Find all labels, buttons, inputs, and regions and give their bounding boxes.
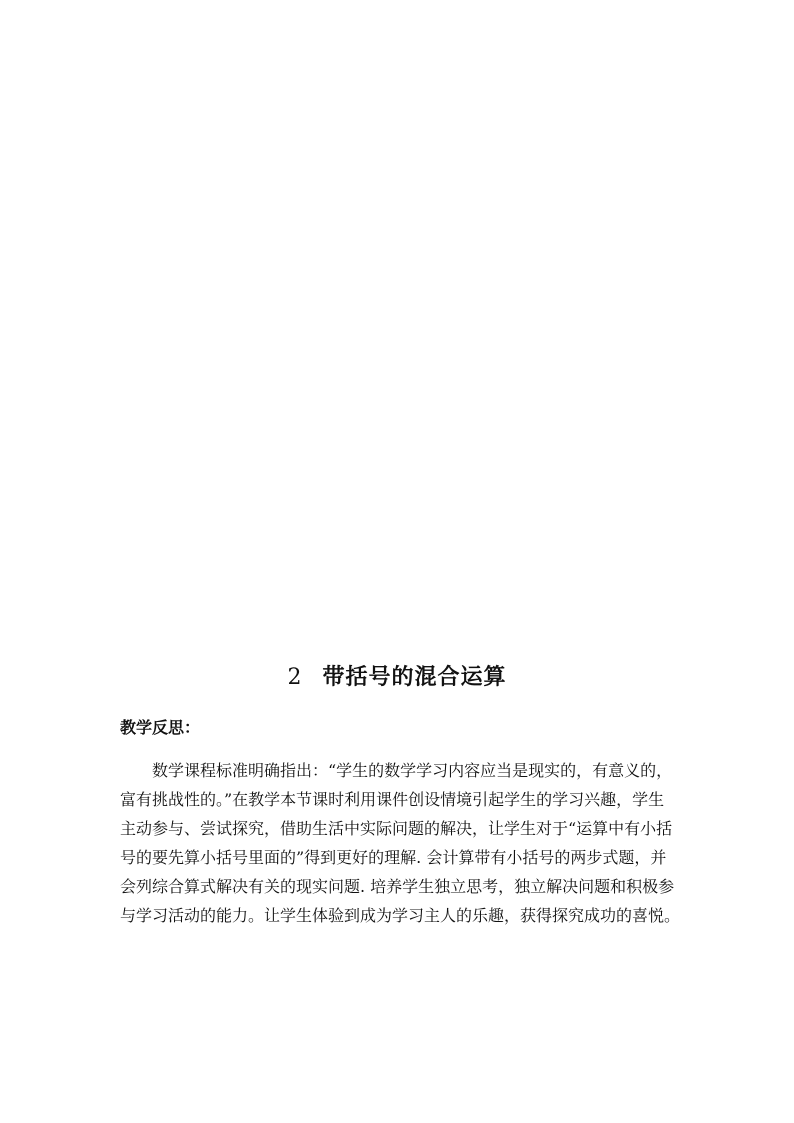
paragraph-line: 主动参与、尝试探究，借助生活中实际问题的解决，让学生对于“运算中有小括 (120, 819, 673, 838)
lesson-title-text: 带括号的混合运算 (322, 664, 507, 690)
paragraph-line: 富有挑战性的。”在教学本节课时利用课件创设情境引起学生的学习兴趣，学生 (120, 790, 665, 809)
paragraph-line: 与学习活动的能力。让学生体验到成为学习主人的乐趣，获得探究成功的喜悦。 (120, 906, 681, 925)
paragraph-line: 号的要先算小括号里面的”得到更好的理解. 会计算带有小括号的两步式题，并 (120, 848, 667, 867)
reflection-paragraph (120, 756, 680, 930)
section-label: 教学反思： (120, 718, 201, 737)
lesson-number: 2 (287, 665, 303, 690)
lesson-title (0, 660, 794, 691)
paragraph-line: 数学课程标准明确指出：“学生的数学学习内容应当是现实的，有意义的， (120, 761, 673, 780)
paragraph-line: 会列综合算式解决有关的现实问题. 培养学生独立思考，独立解决问题和积极参 (120, 877, 675, 896)
